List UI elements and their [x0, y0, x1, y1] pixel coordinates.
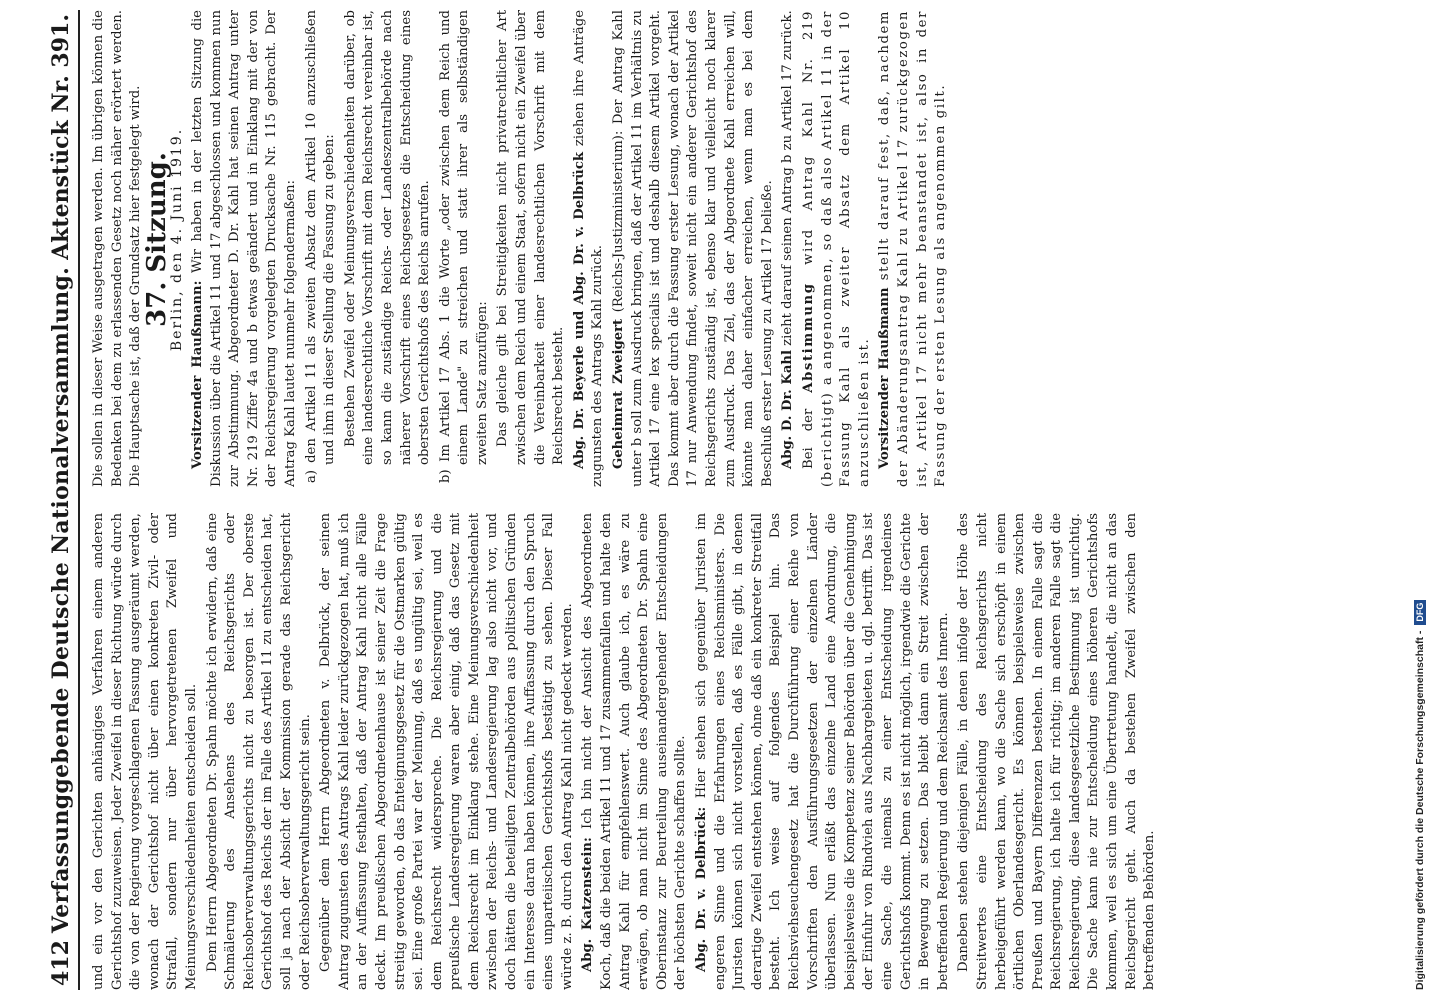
speaker-name: Geheimrat Zweigert: [611, 318, 627, 469]
paragraph: [571, 10, 608, 487]
document-page: [38, 10, 1328, 990]
session-title: 37. Sitzung.: [141, 152, 172, 327]
paragraph: [693, 513, 953, 990]
funding-credit: Digitalisierung gefördert durch die Deutsche Forschungsgemeinschaft -: [1414, 630, 1426, 990]
paragraph: [579, 513, 691, 990]
text-columns: [90, 10, 1318, 990]
paragraph: Die sollen in dieser Weise ausgetragen werden. Im übrigen können die Bedenken bei dem zu erlassenden Gesetz noch näher erörtert werden. Die Hauptsache ist, daß der Grundsatz hier festgelegt wird.: [91, 10, 144, 487]
rotated-page: [38, 10, 1328, 990]
dfg-logo: DFG: [1414, 600, 1426, 625]
document-reference: Aktenstück Nr. 391.: [48, 14, 74, 260]
paragraph: [610, 10, 777, 487]
speaker-name: Abg. Dr. v. Delbrück:: [694, 806, 709, 972]
speaker-name: Abg. D. Dr. Kahl: [780, 350, 796, 469]
side-credit-text-wrapper: [1414, 10, 1426, 990]
speaker-name: Vorsitzender Haußmann: [877, 287, 893, 469]
speech-text: Hier stehen sich gegenüber Juristen im engeren Sinne und die Erfahrungen eines Reichsministers. Die Juristen können sich nicht vorstellen, daß es Fälle gibt, in denen derartige Zweifel entstehen können, ohne daß ein konkreter Streitfall besteht. Ich weise auf folgendes Beispiel hin. Das Reichsviehseuchengesetz hat die Durchführung einer Reihe von Vorschriften den Ausführungsgesetzen der einzelnen Länder überlassen. Nun erläßt das einzelne Land eine Anordnung, die beispielsweise die Kompetenz seiner Behörden über die Genehmigung der Einfuhr von Rindvieh aus Nachbargebieten u. dgl. betrifft. Das ist eine Sache, die niemals zu einer Entscheidung irgendeines Gerichtshofs kommt. Denn es ist nicht möglich, irgendwie die Gerichte in Bewegung zu setzen. Das bleibt dann ein Streit zwischen der betreffenden Regierung und dem Reichsamt des Innern.: [694, 513, 951, 990]
speaker-name: Abg. Dr. Beyerle und Abg. Dr. v. Delbrück: [571, 151, 587, 469]
speaker-name: Abg. Katzenstein:: [580, 837, 596, 972]
speech-text: wird Antrag Kahl Nr. 219 (berichtigt) a angenommen, so daß also Artikel 11 in der Fassung Kahl als zweiter Absatz dem Artikel 10 anzuschließen ist.: [800, 10, 872, 487]
speech-prefix: Bei der: [800, 392, 816, 469]
paragraph: Dem Herrn Abgeordneten Dr. Spahn möchte ich erwidern, daß eine Schmälerung des Ansehens des Reichsgerichts oder Reichsoberverwaltungsgerichts nicht zu besorgen ist. Der oberste Gerichtshof des Reichs der im Falle des Artikel 11 zu entscheiden hat, soll ja nach der Absicht der Kommission gerade das Reichsgericht oder Reichsoberverwaltungsgericht sein.: [204, 513, 313, 990]
speech-text: stellt darauf fest, daß, nachdem der Abänderungsantrag Kahl zu Artikel 17 zurückgezogen ist, Artikel 17 nicht mehr beanstandet ist, also in der Fassung der ersten Lesung als angenommen gilt.: [877, 10, 949, 487]
motion-item-a: a) den Artikel 11 als zweiten Absatz dem Artikel 10 anzuschließen und ihm in dieser Stellung die Fassung zu geben:: [303, 10, 338, 483]
speaker-name: Vorsitzender Haußmann:: [189, 280, 205, 469]
paragraph: [779, 10, 798, 487]
motion-item-b: b) Im Artikel 17 Abs. 1 die Worte „oder zwischen dem Reich und einem Lande" zu streichen und statt ihrer als selbständigen zweiten Satz anzufügen:: [437, 10, 490, 483]
speech-text: zieht darauf seinen Antrag b zu Artikel 17 zurück.: [780, 10, 796, 351]
side-credit: [1412, 0, 1434, 1000]
paragraph: und ein vor den Gerichten anhängiges Verfahren einem anderen Gerichtshof zuzuweisen. Jeder Zweifel in dieser Richtung würde durch die von der Regierung vorgeschlagenen Fassung ausgeräumt werden, wonach der Gerichtshof nicht über einen konkreten Zivil- oder Strafall, sondern nur über hervorgetretenen Zweifel und Meinungsverschiedenheiten entscheiden soll.: [91, 513, 199, 990]
column-left: [90, 513, 1318, 990]
session-date: Berlin, den 4. Juni 1919.: [169, 127, 186, 352]
column-right: [90, 10, 1318, 487]
speech-text: ziehen ihre Anträge zugunsten des Antrags Kahl zurück.: [571, 10, 606, 487]
paragraph: [876, 10, 950, 487]
header-title: Verfassunggebende Deutsche Nationalversammlung.: [48, 266, 74, 934]
paragraph: [800, 10, 874, 487]
paragraph: Daneben stehen diejenigen Fälle, in denen infolge der Höhe des Streitwertes eine Entscheidung des Reichsgerichts nicht herbeigeführt werden kann, wo die Sache sich erschöpft in einem örtlichen Oberlandesgericht. Es können beispielsweise zwischen Preußen und Bayern Differenzen bestehen. In einem Falle sagt die Reichsregierung, ich halte ich für richtig; im anderen Falle sagt die Reichsregierung, diese landesgesetzliche Bestimmung ist unrichtig. Die Sache kann nie zur Entscheidung eines höheren Gerichtshofs kommen, weil es sich um eine Übertretung handelt, die nicht an das Reichsgericht geht. Auch da bestehen Zweifel zwischen den betreffenden Behörden.: [956, 513, 1158, 990]
speech-text: (Reichs-Justizministerium): Der Antrag Kahl unter b soll zum Ausdruck bringen, daß der Artikel 11 im Verhältnis zu Artikel 17 eine lex specialis ist und deshalb diesem Artikel vorgeht. Das kommt aber durch die Fassung erster Lesung, wonach der Artikel 17 nur Anwendung findet, soweit nicht ein anderer Gerichtshof des Reichsgerichts zuständig ist, ebenso klar und vielleicht noch klarer zum Ausdruck. Das Ziel, das der Abgeordnete Kahl erreichen will, könnte man daher einfacher erreichen, wenn man es bei dem Beschluß erster Lesung zu Artikel 17 beließe.: [611, 10, 775, 487]
paragraph: Gegenüber dem Herrn Abgeordneten v. Delbrück, der seinen Antrag zugunsten des Antrags Kahl leider zurückgezogen hat, muß ich an der Auffassung festhalten, daß der Antrag Kahl nicht alle Fälle deckt. Im preußischen Abgeordnetenhause ist seiner Zeit die Frage streitig geworden, ob das Enteignungsgesetz für die Ostmarken gültig sei. Eine große Partei war der Meinung, daß es ungültig sei, weil es dem Reichsrecht widerspreche. Die Reichsregierung und die preußische Landesregierung waren aber einig, daß das Gesetz mit dem Reichsrecht im Einklang stehe. Eine Meinungsverschiedenheit zwischen der Reichs- und Landesregierung lag also nicht vor, und doch hätten die beteiligten Zentralbehörden aus politischen Gründen ein Interesse daran haben können, ihre Auffassung durch den Spruch eines unparteiischen Gerichtshofs bestätigt zu sehen. Dieser Fall würde z. B. durch den Antrag Kahl nicht gedeckt werden.: [318, 513, 575, 990]
motion-quote-b: Das gleiche gilt bei Streitigkeiten nicht privatrechtlicher Art zwischen dem Reich und einem Staat, sofern nicht ein Zweifel über die Vereinbarkeit einer landesrechtlichen Vorschrift mit dem Reichsrecht besteht.: [495, 10, 567, 465]
speech-text: Wir haben in der letzten Sitzung die Diskussion über die Artikel 11 und 17 abgeschlossen und kommen nun zur Abstimmung. Abgeordneter D. Dr. Kahl hat seinen Antrag unter Nr. 219 Ziffer 4a und b etwas geändert und in Einklang mit der von der Reichsregierung vorgelegten Drucksache Nr. 115 gebracht. Der Antrag Kahl lautet nunmehr folgendermaßen:: [189, 10, 298, 487]
speech-text: Ich bin nicht der Ansicht des Abgeordneten Koch, daß die beiden Artikel 11 und 17 zusammenfallen und halte den Antrag Kahl für empfehlenswert. Auch glaube ich, es wäre zu erwägen, ob man nicht im Sinne des Abgeordneten Dr. Spahn eine Oberinstanz zur Beurteilung auseinandergehender Entscheidungen der höchsten Gerichte schaffen sollte.: [580, 513, 689, 990]
vote-label: Abstimmung: [800, 282, 816, 393]
running-head: [46, 10, 80, 990]
page-number: 412: [48, 940, 74, 986]
motion-quote-a: Bestehen Zweifel oder Meinungsverschiedenheiten darüber, ob eine landesrechtliche Vorschrift mit dem Reichsrecht vereinbar ist, so kann die zuständige Reichs- oder Landeszentralbehörde nach näherer Vorschrift eines Reichsgesetzes die Entscheidung eines obersten Gerichtshofs des Reichs anrufen.: [342, 10, 433, 465]
paragraph: [189, 10, 301, 487]
